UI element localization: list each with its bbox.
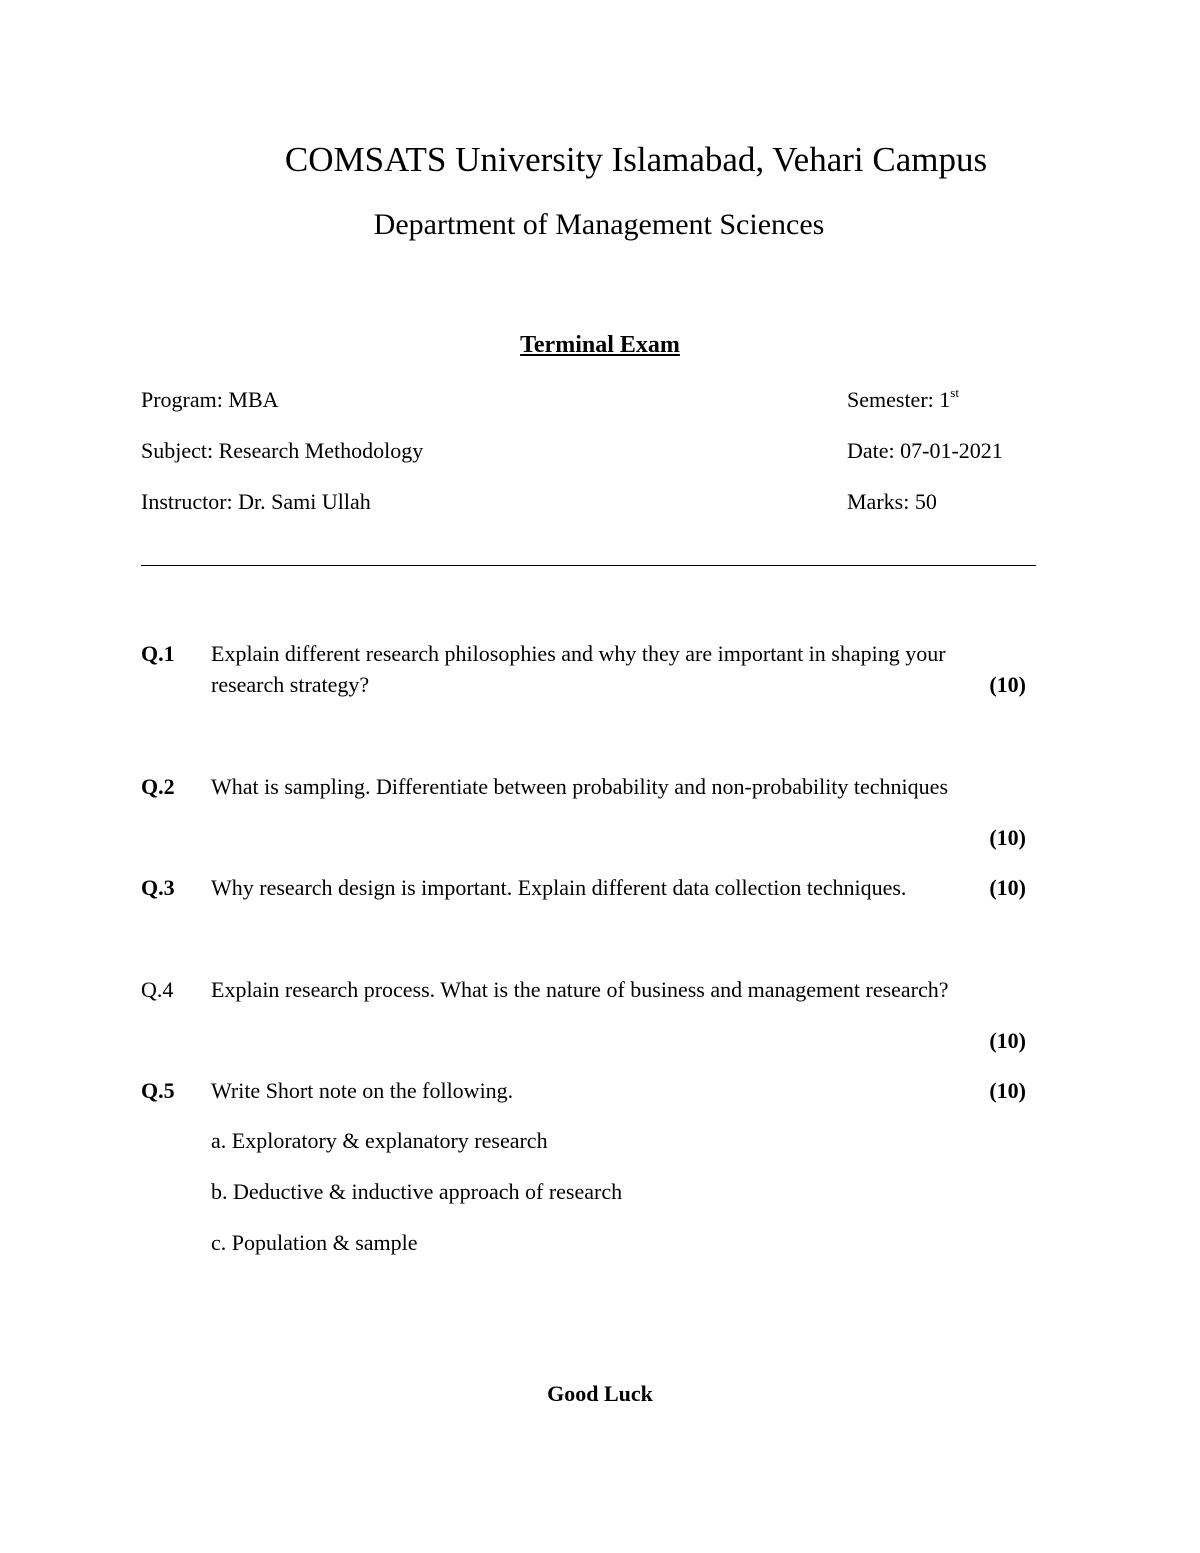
question-2-text: What is sampling. Differentiate between probability and non-probability techniques — [211, 774, 948, 799]
question-5-sub-item-c: c. Population & sample — [211, 1230, 418, 1255]
semester-suffix: st — [950, 385, 959, 400]
closing-text: Good Luck — [547, 1381, 653, 1406]
question-3-number: Q.3 — [141, 875, 175, 900]
question-3-text: Why research design is important. Explain different data collection techniques. — [211, 875, 907, 900]
department-name: Department of Management Sciences — [373, 208, 825, 241]
date-info: Date: 07-01-2021 — [847, 438, 1003, 463]
question-5-sub-item-b: b. Deductive & inductive approach of research — [211, 1179, 623, 1204]
instructor-info: Instructor: Dr. Sami Ullah — [141, 489, 371, 514]
question-4-marks: (10) — [989, 1028, 1026, 1053]
semester-label: Semester: 1 — [847, 387, 951, 412]
question-4-number: Q.4 — [141, 977, 174, 1002]
question-1-marks: (10) — [989, 672, 1026, 697]
question-1-text-line-2: research strategy? — [211, 672, 370, 697]
question-4-text: Explain research process. What is the nature of business and management research? — [211, 977, 949, 1002]
marks-info: Marks: 50 — [847, 489, 937, 514]
question-5-number: Q.5 — [141, 1078, 175, 1103]
question-5-text: Write Short note on the following. — [211, 1078, 514, 1103]
header-divider — [141, 565, 1036, 566]
question-1-text-line-1: Explain different research philosophies and why they are important in shaping your — [211, 641, 946, 666]
question-5-marks: (10) — [989, 1078, 1026, 1103]
question-5-sub-item-a: a. Exploratory & explanatory research — [211, 1128, 548, 1153]
program-info: Program: MBA — [141, 387, 279, 412]
semester-info — [847, 387, 959, 413]
subject-info: Subject: Research Methodology — [141, 438, 424, 463]
question-2-marks: (10) — [989, 825, 1026, 850]
question-3-marks: (10) — [989, 875, 1026, 900]
university-name: COMSATS University Islamabad, Vehari Campus — [284, 140, 988, 179]
question-2-number: Q.2 — [141, 774, 175, 799]
question-1-number: Q.1 — [141, 641, 175, 666]
exam-title: Terminal Exam — [520, 332, 680, 358]
